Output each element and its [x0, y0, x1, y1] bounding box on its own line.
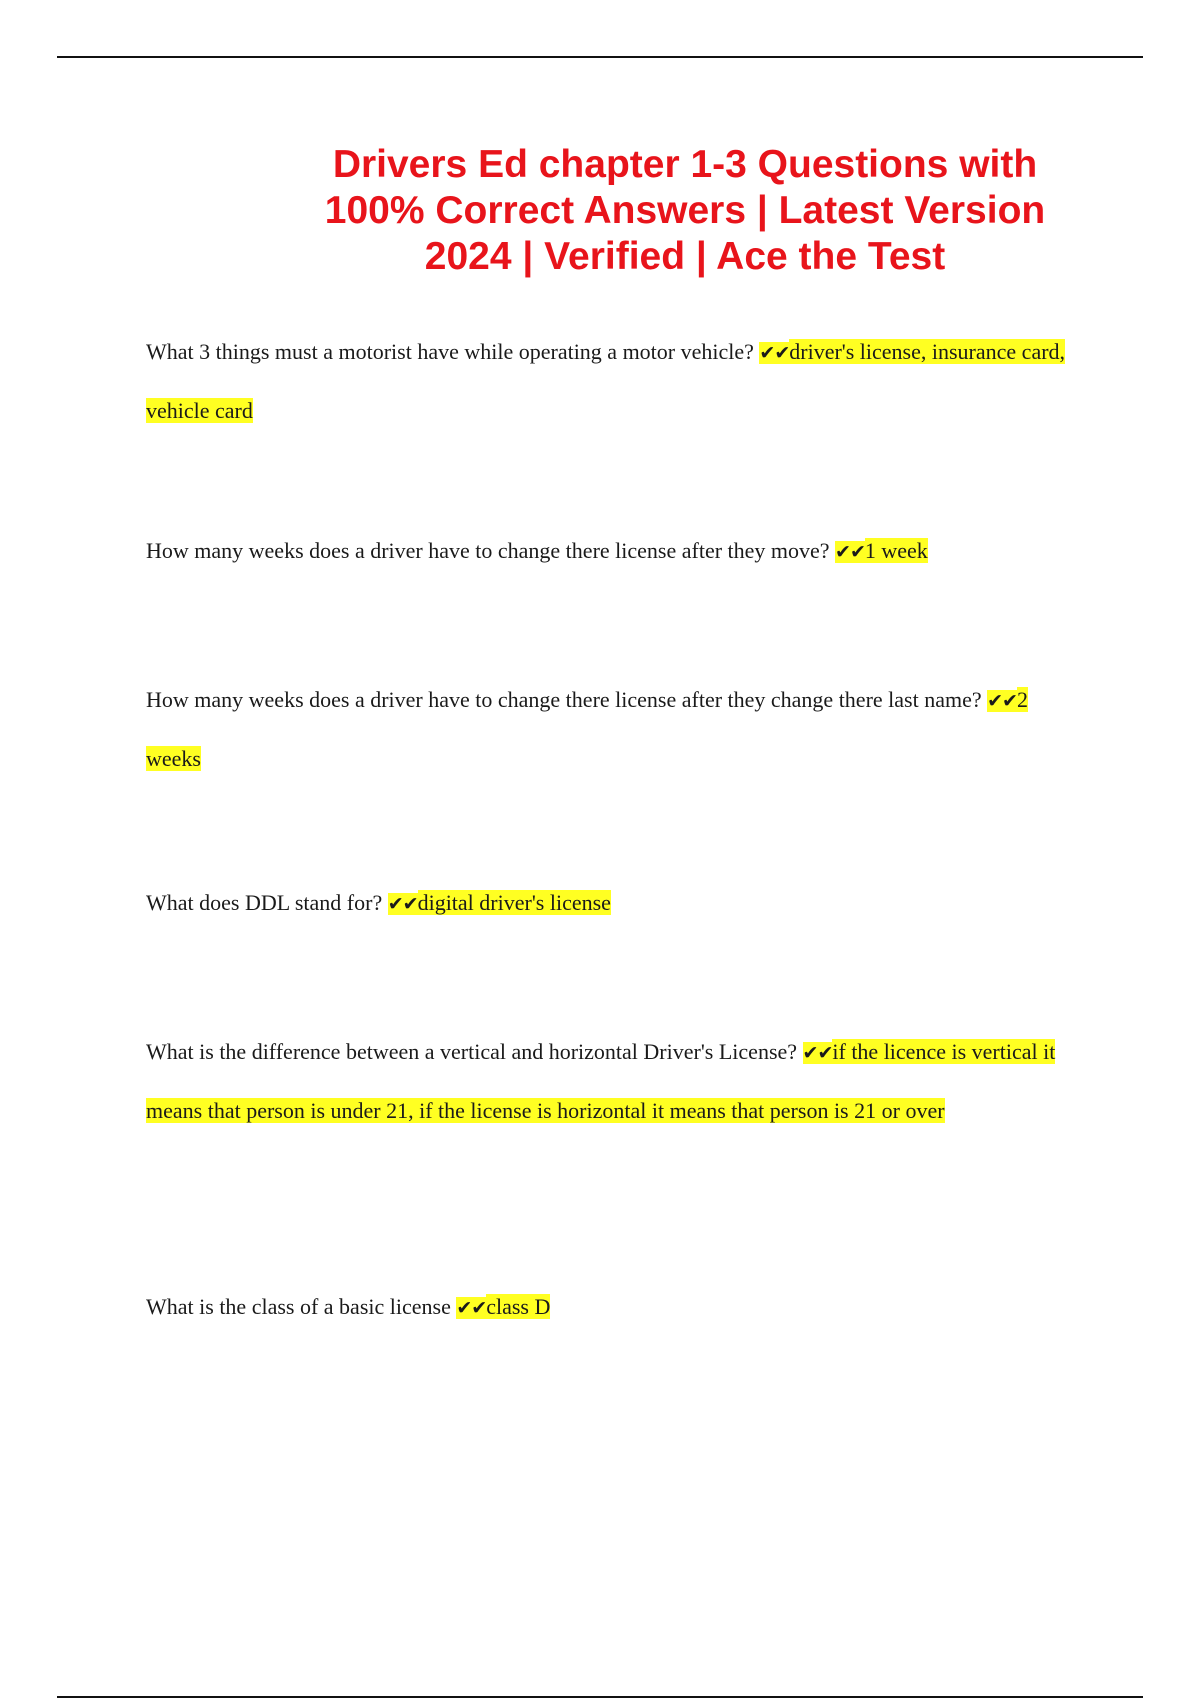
question-text: How many weeks does a driver have to change there license after they change there last name? [146, 687, 982, 712]
qa-item-4 [146, 874, 1086, 933]
qa-item-1 [146, 323, 1086, 439]
double-check-icon: ✔✔ [387, 893, 418, 915]
answer-text: class D [486, 1294, 551, 1319]
answer-text: if the licence is vertical it means that person is under 21, if the license is horizontal it means that person is 21 or over [146, 1039, 1056, 1123]
question-text: What is the class of a basic license [146, 1294, 451, 1319]
title-line-1: Drivers Ed chapter 1-3 Questions with [332, 143, 1038, 186]
double-check-icon: ✔✔ [835, 541, 865, 563]
double-check-icon: ✔✔ [802, 1042, 833, 1064]
title-line-3: 2024 | Verified | Ace the Test [424, 235, 946, 278]
header-rule [57, 56, 1143, 58]
question-text: What does DDL stand for? [146, 890, 383, 915]
title-line-2: 100% Correct Answers | Latest Version [324, 189, 1046, 232]
footer-rule [57, 1696, 1143, 1698]
document-title [270, 142, 1100, 280]
question-text: What 3 things must a motorist have while operating a motor vehicle? [146, 339, 754, 364]
question-text: What is the difference between a vertical and horizontal Driver's License? [146, 1039, 798, 1064]
double-check-icon: ✔✔ [759, 342, 790, 364]
answer-text: 1 week [864, 538, 928, 563]
double-check-icon: ✔✔ [456, 1297, 487, 1319]
qa-item-5 [146, 1023, 1086, 1139]
qa-item-3 [146, 671, 1086, 787]
double-check-icon: ✔✔ [987, 690, 1017, 712]
question-text: How many weeks does a driver have to change there license after they move? [146, 538, 830, 563]
qa-item-6 [146, 1278, 1086, 1337]
answer-text: driver's license, insurance card, vehicle card [146, 339, 1066, 423]
answer-text: 2 weeks [146, 687, 1028, 771]
answer-text: digital driver's license [417, 890, 611, 915]
qa-item-2 [146, 522, 1086, 581]
